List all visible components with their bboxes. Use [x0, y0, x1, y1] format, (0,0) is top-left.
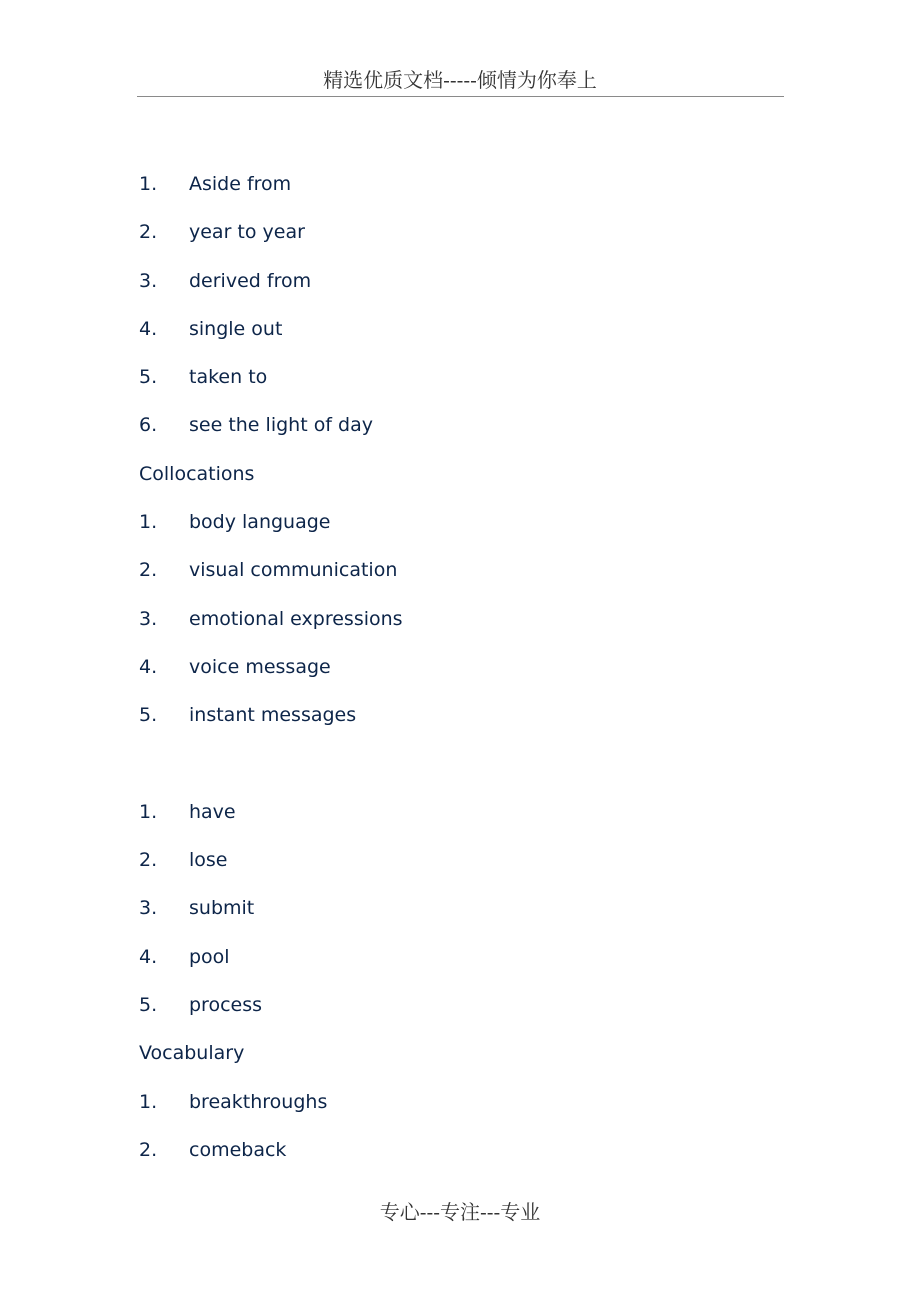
section-heading	[139, 450, 403, 498]
list-item-text: body language	[189, 511, 331, 534]
list-item-number: 1.	[139, 800, 158, 823]
page-header: 精选优质文档-----倾情为你奉上	[323, 68, 597, 92]
list-item-text: breakthroughs	[189, 1090, 328, 1113]
list-item	[139, 353, 403, 401]
list-item-number: 5.	[139, 994, 158, 1017]
list-item	[139, 691, 403, 739]
list-item-number: 2.	[139, 221, 158, 244]
list-item-text: submit	[189, 897, 255, 920]
list-item-number: 1.	[139, 173, 158, 195]
list-item	[139, 208, 403, 256]
list-item	[139, 1126, 403, 1174]
list-item	[139, 305, 403, 353]
list-item-text: year to year	[189, 221, 305, 244]
list-item-text: lose	[189, 849, 228, 872]
list-item-number: 2.	[139, 849, 158, 872]
list-item-text: Aside from	[189, 173, 292, 195]
list-item-text: see the light of day	[189, 414, 373, 437]
section-heading-text: Vocabulary	[139, 1042, 245, 1065]
list-item-number: 4.	[139, 317, 158, 340]
list-item-number: 5.	[139, 704, 158, 727]
list-item-text: process	[189, 994, 263, 1017]
section-heading-text: Collocations	[139, 462, 255, 485]
list-item	[139, 981, 403, 1029]
list-item	[139, 884, 403, 932]
list-item-text: voice message	[189, 655, 331, 678]
blank-line	[139, 740, 403, 788]
list-item	[139, 933, 403, 981]
list-item-number: 5.	[139, 366, 158, 389]
list-item	[139, 595, 403, 643]
list-item	[139, 401, 403, 449]
section-heading	[139, 1029, 403, 1077]
list-item-number: 4.	[139, 655, 158, 678]
header-divider	[137, 96, 784, 97]
document-body	[139, 160, 403, 1174]
list-item-text: pool	[189, 945, 230, 968]
list-item	[139, 498, 403, 546]
list-item	[139, 788, 403, 836]
list-item-text: derived from	[189, 269, 312, 292]
list-item-text: have	[189, 800, 236, 823]
list-item-number: 3.	[139, 269, 158, 292]
list-item	[139, 836, 403, 884]
list-item	[139, 257, 403, 305]
list-item-number: 2.	[139, 1138, 158, 1161]
list-item-number: 3.	[139, 897, 158, 920]
list-item-number: 3.	[139, 607, 158, 630]
list-item-number: 4.	[139, 945, 158, 968]
list-item-text: comeback	[189, 1138, 287, 1161]
list-item-text: visual communication	[189, 559, 398, 582]
list-item-text: emotional expressions	[189, 607, 403, 630]
list-item	[139, 1078, 403, 1126]
list-item-number: 1.	[139, 511, 158, 534]
list-item-text: instant messages	[189, 704, 357, 727]
list-item	[139, 643, 403, 691]
page-footer: 专心---专注---专业	[379, 1200, 541, 1224]
list-item	[139, 160, 403, 208]
list-item-number: 2.	[139, 559, 158, 582]
list-item-number: 6.	[139, 414, 158, 437]
list-item-text: single out	[189, 317, 283, 340]
list-item-number: 1.	[139, 1090, 158, 1113]
list-item-text: taken to	[189, 366, 268, 389]
list-item	[139, 546, 403, 594]
